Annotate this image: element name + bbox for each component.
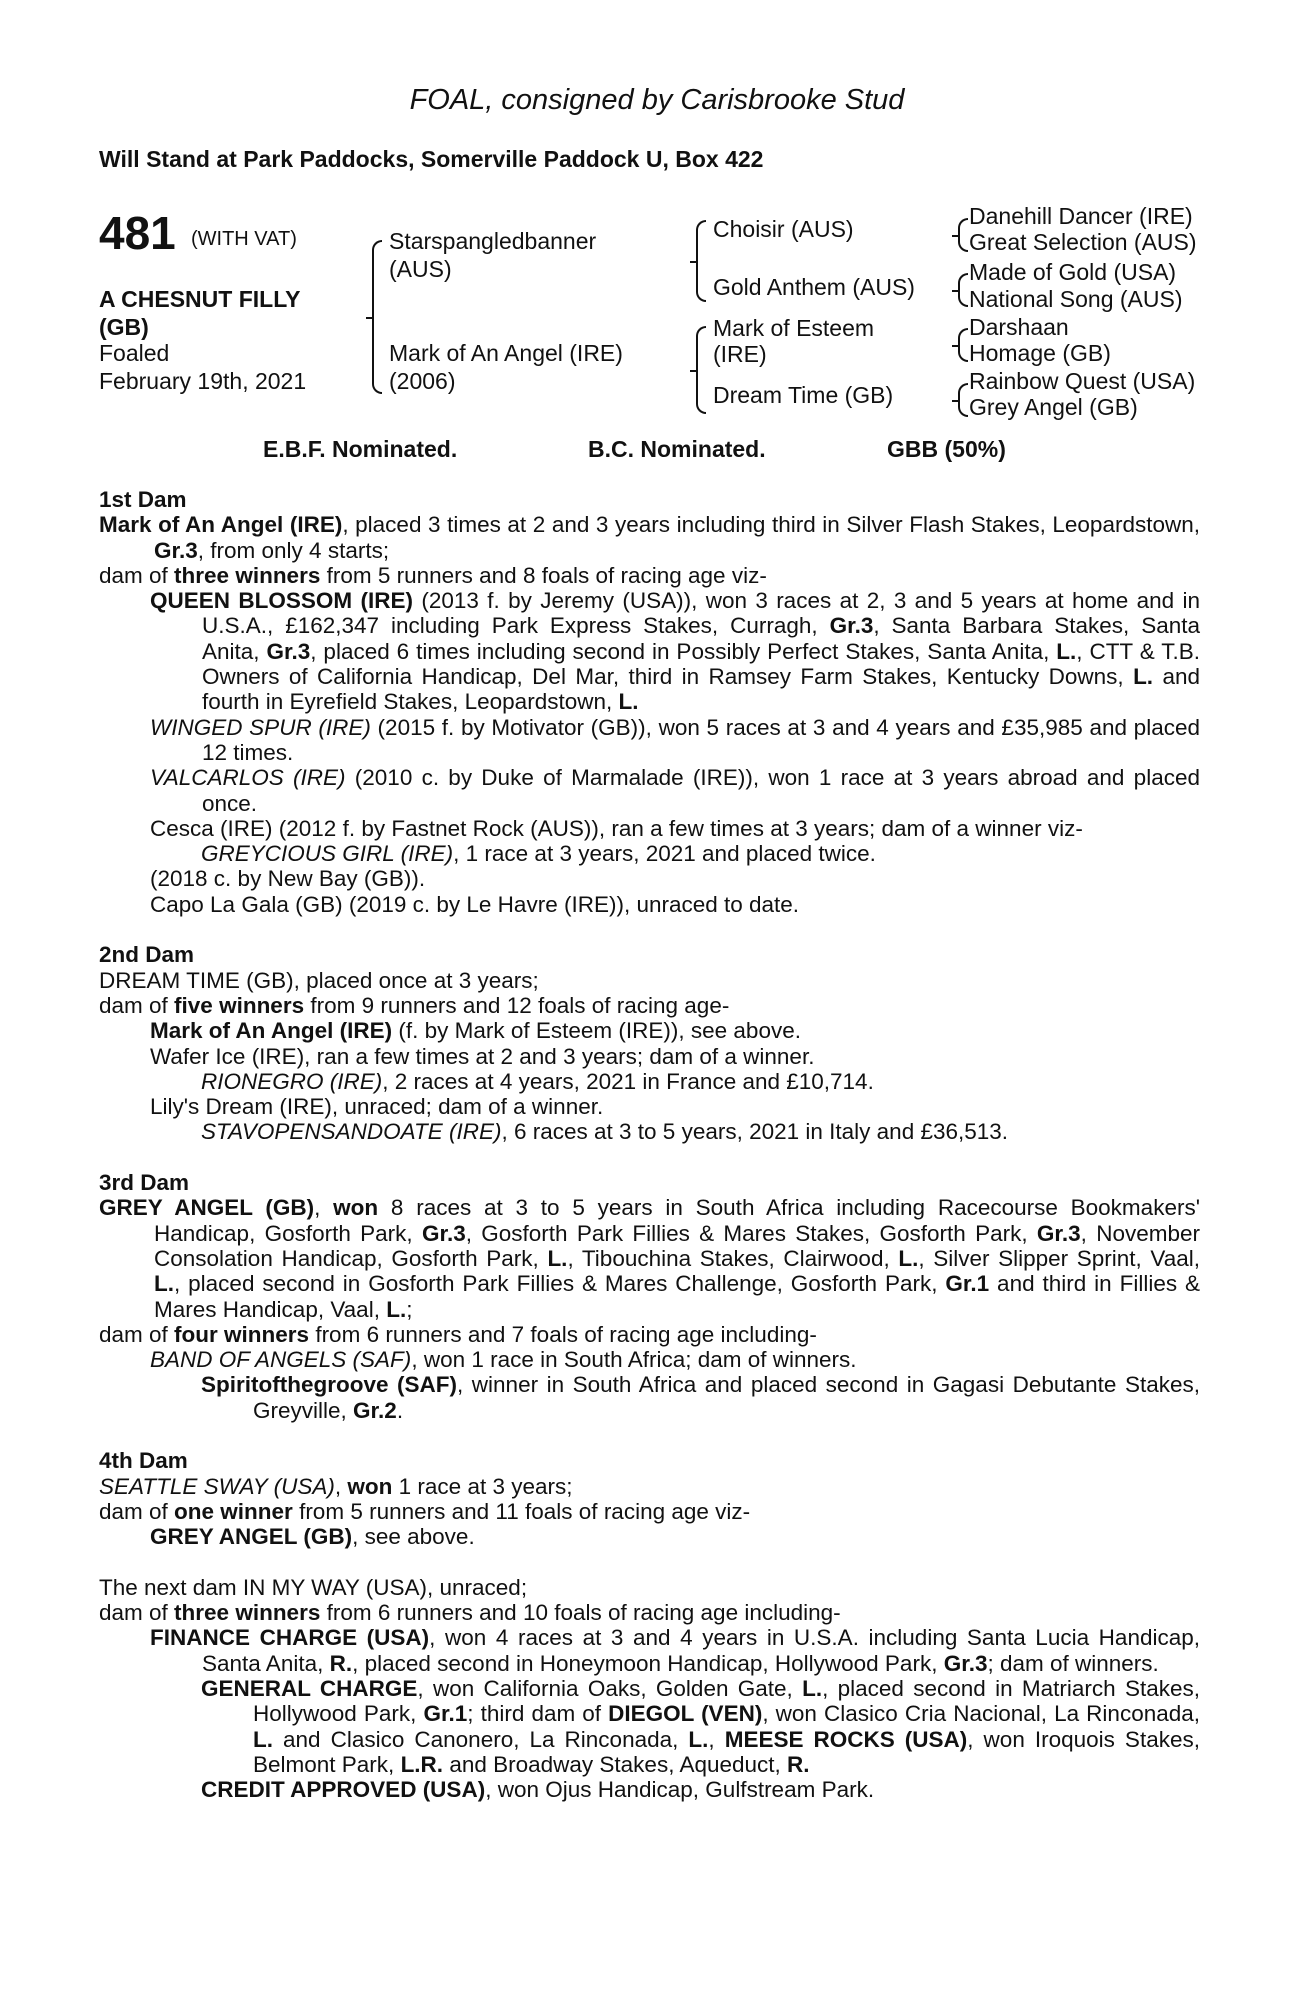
bold-text: Gr.1 (945, 1271, 990, 1297)
bold-text: three winners (174, 562, 321, 588)
bold-text: three winners (174, 1600, 321, 1626)
pedigree-entry (99, 765, 1200, 816)
bold-text: Mark of An Angel (IRE) (99, 512, 343, 538)
bold-text: won (333, 1195, 379, 1221)
pedigree-entry (99, 816, 1200, 841)
text-run: , (314, 1195, 334, 1221)
text-run: , placed second in Honeymoon Handicap, Hollywood Park, (352, 1650, 944, 1676)
text-run: , see above. (352, 1524, 475, 1550)
dam-section (99, 1423, 1200, 1549)
bold-text: Gr.3 (154, 537, 198, 563)
text-run: , won 1 race in South Africa; dam of winners. (411, 1347, 857, 1373)
pedigree-entry (99, 1676, 1200, 1777)
text-run: dam of (99, 992, 175, 1018)
section-heading: 2nd Dam (99, 942, 195, 968)
text-run: Capo La Gala (GB) (2019 c. by Le Havre (IRE)), unraced to date. (150, 891, 800, 917)
text-run: , placed second in Matriarch Stakes, Hollywood Park, (253, 1675, 1200, 1727)
text-run: , won Ojus Handicap, Gulfstream Park. (485, 1777, 875, 1803)
pedigree-entry (99, 512, 1200, 563)
text-run: , Tibouchina Stakes, Clairwood, (567, 1245, 899, 1271)
dam-sire: Mark of Esteem (713, 315, 875, 341)
text-run: , placed 3 times at 2 and 3 years including third in Silver Flash Stakes, Leopardstown, (342, 512, 1200, 538)
dam-dam: Dream Time (GB) (713, 382, 894, 408)
text-run: Cesca (IRE) (2012 f. by Fastnet Rock (AUS)), ran a few times at 3 years; dam of a winner viz- (150, 815, 1083, 841)
pedigree-entry (99, 1044, 1200, 1069)
text-run: , Gosforth Park Fillies & Mares Stakes, Gosforth Park, (465, 1220, 1037, 1246)
bold-text: L. (688, 1726, 709, 1752)
pedigree-entry (99, 866, 1200, 891)
section-heading: 4th Dam (99, 1448, 188, 1474)
pedigree-entry (99, 1094, 1200, 1119)
ancestor: Rainbow Quest (USA) (969, 368, 1196, 394)
ancestor: Darshaan (969, 314, 1069, 340)
text-run: Wafer Ice (IRE), ran a few times at 2 and 3 years; dam of a winner. (150, 1043, 815, 1069)
bold-text: L. (154, 1271, 174, 1297)
text-run: , (334, 1473, 348, 1499)
dam-sire-country: (IRE) (713, 341, 767, 367)
brace (958, 218, 968, 252)
text-run: , won California Oaks, Golden Gate, (417, 1675, 803, 1701)
text-run: and Broadway Stakes, Aqueduct, (443, 1751, 788, 1777)
bold-text: CREDIT APPROVED (USA) (201, 1777, 486, 1803)
dam-section (99, 917, 1200, 1145)
italic-text: BAND OF ANGELS (SAF) (150, 1347, 412, 1373)
dam-year: (2006) (389, 368, 456, 394)
text-run: (2013 f. by Jeremy (USA)), won 3 races at 2, 3 and 5 years at home and in U.S.A., £162,347 including Park Express Stakes, Curragh, (202, 588, 1200, 639)
ancestor: Grey Angel (GB) (969, 394, 1138, 420)
text-run: 8 races at 3 to 5 years in South Africa including Racecourse Bookmakers' Handicap, Gosforth Park, (154, 1195, 1200, 1246)
italic-text: SEATTLE SWAY (USA) (99, 1473, 335, 1499)
text-run: from 9 runners and 12 foals of racing age- (304, 992, 730, 1018)
text-run: , November Consolation Handicap, Gosforth Park, (154, 1220, 1200, 1271)
ancestor: Homage (GB) (969, 340, 1111, 366)
sire-country: (AUS) (389, 256, 452, 282)
bold-text: L. (386, 1296, 407, 1322)
text-run: , (708, 1726, 725, 1752)
pedigree-entry (99, 1119, 1200, 1144)
text-run: Lily's Dream (IRE), unraced; dam of a winner. (150, 1094, 604, 1120)
bold-text: five winners (174, 992, 305, 1018)
bold-text: L. (1056, 638, 1077, 664)
text-run: , 6 races at 3 to 5 years, 2021 in Italy and £36,513. (501, 1119, 1009, 1145)
text-run: , CTT & T.B. Owners of California Handicap, Del Mar, third in Ramsey Farm Stakes, Kentucky Downs, (202, 638, 1200, 690)
bold-text: Mark of An Angel (IRE) (150, 1018, 393, 1044)
text-run: (2010 c. by Duke of Marmalade (IRE)), won 1 race at 3 years abroad and placed once. (202, 765, 1200, 816)
section-heading: 3rd Dam (99, 1170, 190, 1196)
pedigree-entry (99, 1069, 1200, 1094)
pedigree-entry (99, 1524, 1200, 1549)
spacer (99, 1423, 1200, 1448)
pedigree-entry (99, 563, 1200, 588)
pedigree-entry (99, 1575, 1200, 1600)
text-run: (2018 c. by New Bay (GB)). (150, 866, 426, 892)
dam-section (99, 1549, 1200, 1802)
sire-sire: Choisir (AUS) (713, 216, 854, 242)
bold-text: QUEEN BLOSSOM (IRE) (150, 588, 413, 614)
pedigree-entry (99, 1347, 1200, 1372)
text-run: from 6 runners and 10 foals of racing age including- (320, 1600, 841, 1626)
dam-section (99, 1145, 1200, 1423)
text-run: dam of (99, 1498, 175, 1524)
brace (958, 328, 968, 362)
text-run: . (396, 1397, 404, 1423)
italic-text: GREYCIOUS GIRL (IRE) (201, 841, 454, 867)
bold-text: Spiritofthegroove (SAF) (201, 1372, 458, 1398)
pedigree-entry (99, 1474, 1200, 1499)
ebf-nomination: E.B.F. Nominated. (263, 436, 458, 462)
bold-text: GENERAL CHARGE (201, 1675, 418, 1701)
ancestor: Great Selection (AUS) (969, 229, 1197, 255)
text-run: , placed 6 times including second in Possibly Perfect Stakes, Santa Anita, (310, 638, 1057, 664)
bold-text: L. (802, 1675, 823, 1701)
bold-text: Gr.2 (353, 1397, 397, 1423)
bold-text: Gr.3 (421, 1220, 466, 1246)
text-run: (2015 f. by Motivator (GB)), won 5 races at 3 and 4 years and £35,985 and placed 12 times. (202, 714, 1200, 765)
text-run: from 6 runners and 7 foals of racing age including- (309, 1321, 817, 1347)
bold-text: R. (329, 1650, 353, 1676)
italic-text: VALCARLOS (IRE) (150, 765, 346, 791)
stand-location: Will Stand at Park Paddocks, Somerville Paddock U, Box 422 (99, 146, 764, 172)
pedigree-entry (99, 841, 1200, 866)
vat-note: (WITH VAT) (191, 228, 297, 250)
text-run: (f. by Mark of Esteem (IRE)), see above. (392, 1018, 801, 1044)
dam: Mark of An Angel (IRE) (389, 340, 623, 366)
pedigree-entry (99, 1322, 1200, 1347)
text-run: ; dam of winners. (987, 1650, 1159, 1676)
text-run: , placed second in Gosforth Park Fillies & Mares Challenge, Gosforth Park, (174, 1271, 946, 1297)
text-run: , Santa Barbara Stakes, Santa Anita, (202, 613, 1200, 664)
italic-text: STAVOPENSANDOATE (IRE) (201, 1119, 502, 1145)
text-run: ; (406, 1296, 413, 1322)
pedigree-entry (99, 1499, 1200, 1524)
ancestor: Made of Gold (USA) (969, 259, 1177, 285)
foaled-date: February 19th, 2021 (99, 368, 307, 394)
pedigree-entry (99, 1625, 1200, 1676)
brace (696, 220, 706, 302)
text-run: from 5 runners and 8 foals of racing age viz- (320, 562, 767, 588)
bold-text: FINANCE CHARGE (USA) (150, 1625, 430, 1651)
bold-text: L. (618, 689, 639, 715)
pedigree-entry (99, 1777, 1200, 1802)
text-run: , won Iroquois Stakes, Belmont Park, (253, 1726, 1200, 1777)
text-run: , Silver Slipper Sprint, Vaal, (918, 1245, 1200, 1271)
text-run: , 2 races at 4 years, 2021 in France and £10,714. (382, 1068, 874, 1094)
dam-section (99, 487, 1200, 917)
lot-number: 481 (99, 207, 176, 259)
spacer (99, 1145, 1200, 1170)
bold-text: Gr.3 (829, 613, 874, 639)
text-run: 1 race at 3 years; (392, 1473, 573, 1499)
pedigree-entry (99, 968, 1200, 993)
pedigree-entry (99, 1600, 1200, 1625)
italic-text: RIONEGRO (IRE) (201, 1068, 383, 1094)
ancestor: Danehill Dancer (IRE) (969, 203, 1193, 229)
text-run: The next dam IN MY WAY (USA), unraced; (99, 1574, 528, 1600)
bold-text: R. (787, 1751, 810, 1777)
text-run: from 5 runners and 11 foals of racing age viz- (292, 1498, 751, 1524)
text-run: , won 4 races at 3 and 4 years in U.S.A. including Santa Lucia Handicap, Santa Anita, (202, 1625, 1200, 1676)
text-run: dam of (99, 562, 175, 588)
text-run: DREAM TIME (GB), placed once at 3 years; (99, 967, 539, 993)
text-run: , from only 4 starts; (197, 537, 390, 563)
horse-description: A CHESNUT FILLY (99, 286, 301, 312)
section-heading: 1st Dam (99, 487, 187, 512)
brace (696, 326, 706, 414)
page-title: FOAL, consigned by Carisbrooke Stud (409, 84, 905, 116)
pedigree-entry (99, 1018, 1200, 1043)
bold-text: L. (547, 1245, 568, 1271)
text-run: ; third dam of (467, 1701, 609, 1727)
pedigree-entry (99, 892, 1200, 917)
pedigree-entry (99, 588, 1200, 714)
horse-origin: (GB) (99, 314, 149, 340)
brace (372, 240, 382, 394)
pedigree-entry (99, 1372, 1200, 1423)
bold-text: Gr.3 (266, 638, 311, 664)
dam-line-body (99, 487, 1200, 1802)
bold-text: L. (898, 1245, 919, 1271)
bold-text: Gr.3 (943, 1650, 988, 1676)
pedigree-entry (99, 715, 1200, 766)
text-run: and third in Fillies & Mares Handicap, Vaal, (154, 1271, 1200, 1322)
ancestor: National Song (AUS) (969, 286, 1183, 312)
text-run: , 1 race at 3 years, 2021 and placed twice. (453, 841, 876, 867)
sire-dam: Gold Anthem (AUS) (713, 274, 915, 300)
bold-text: GREY ANGEL (GB) (99, 1195, 315, 1221)
italic-text: WINGED SPUR (IRE) (150, 714, 371, 740)
bold-text: L. (1133, 664, 1154, 690)
bold-text: GREY ANGEL (GB) (150, 1524, 353, 1550)
spacer (99, 1549, 1200, 1574)
bold-text: Gr.3 (1036, 1220, 1081, 1246)
sire: Starspangledbanner (389, 228, 597, 254)
gbb-nomination: GBB (50%) (887, 436, 1006, 462)
bold-text: one winner (174, 1498, 293, 1524)
bold-text: won (347, 1473, 393, 1499)
foaled-label: Foaled (99, 340, 170, 366)
brace (958, 273, 968, 307)
bold-text: Gr.1 (423, 1701, 468, 1727)
bold-text: L. (253, 1726, 273, 1752)
bc-nomination: B.C. Nominated. (588, 436, 766, 462)
bold-text: L.R. (400, 1751, 444, 1777)
pedigree-entry (99, 1195, 1200, 1321)
spacer (99, 917, 1200, 942)
text-run: dam of (99, 1321, 175, 1347)
text-run: dam of (99, 1600, 175, 1626)
pedigree-entry (99, 993, 1200, 1018)
text-run: and Clasico Canonero, La Rinconada, (273, 1726, 689, 1752)
text-run: , won Clasico Cria Nacional, La Rinconada, (762, 1701, 1201, 1727)
bold-text: MEESE ROCKS (USA) (724, 1726, 968, 1752)
brace (958, 383, 968, 417)
bold-text: four winners (174, 1321, 310, 1347)
text-run: and fourth in Eyrefield Stakes, Leopardstown, (202, 664, 1200, 715)
text-run: , winner in South Africa and placed second in Gagasi Debutante Stakes, Greyville, (253, 1372, 1200, 1423)
bold-text: DIEGOL (VEN) (608, 1701, 763, 1727)
